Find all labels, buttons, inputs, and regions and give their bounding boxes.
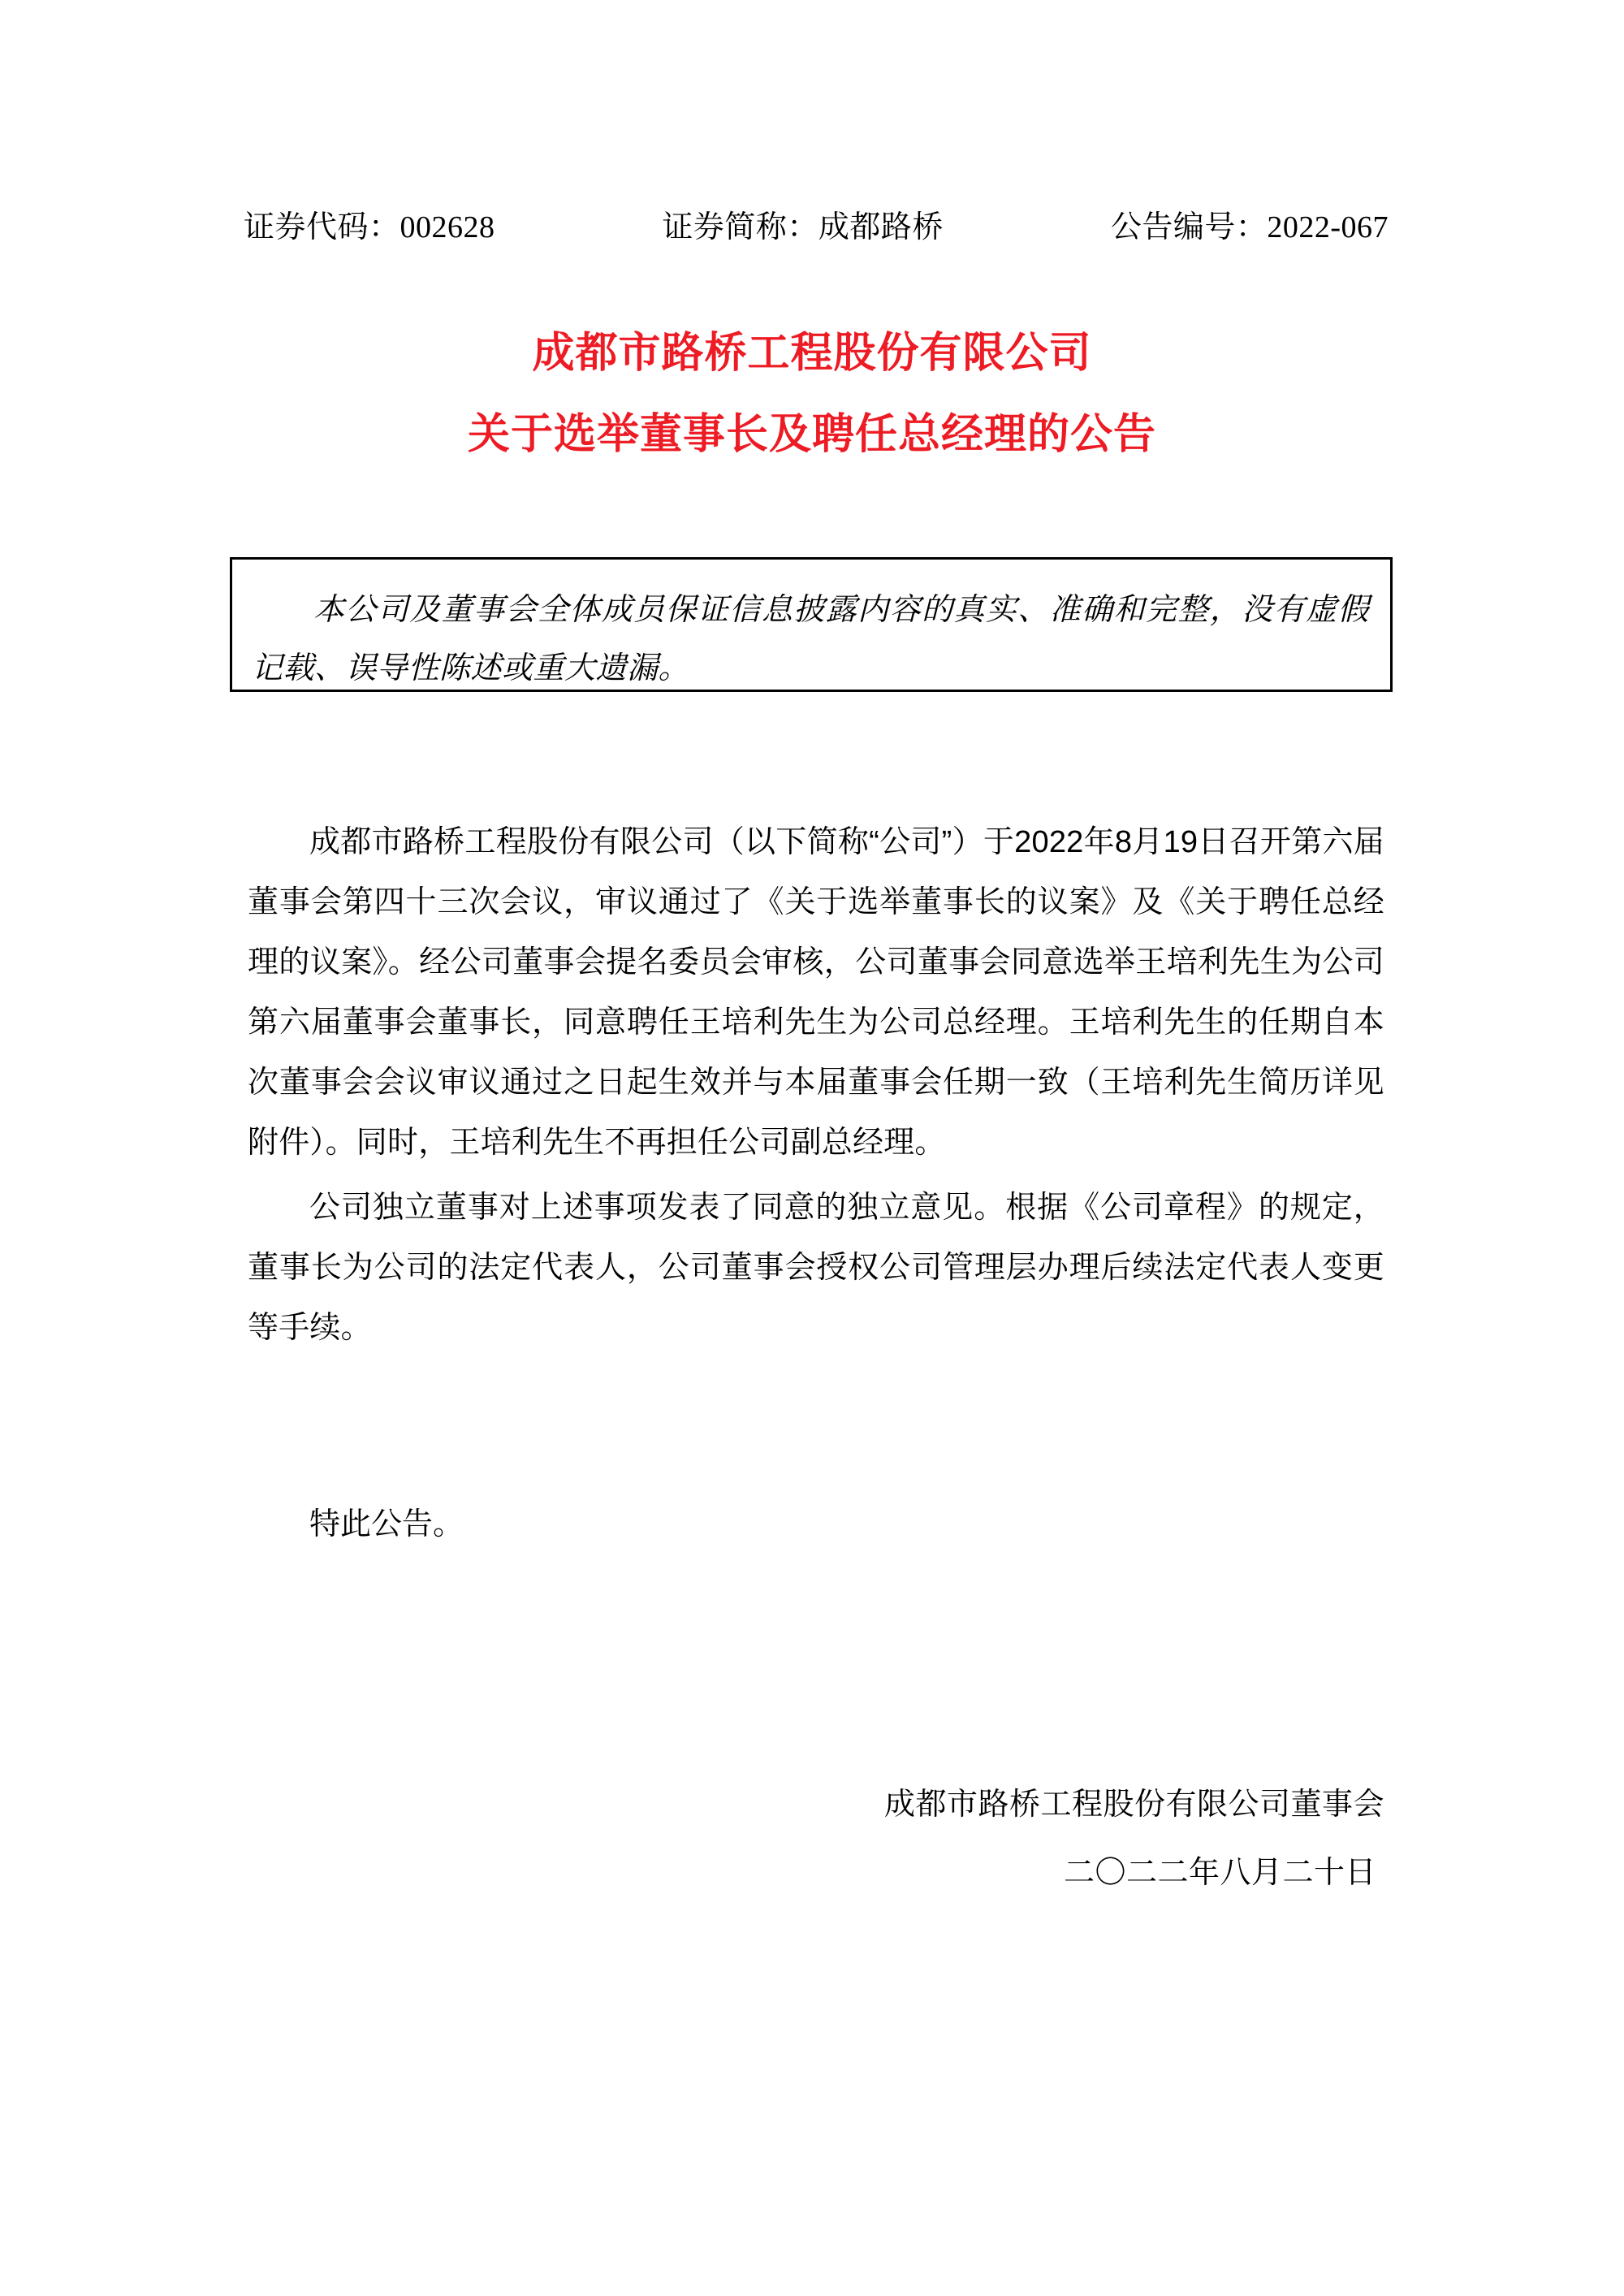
body-paragraph-2: 公司独立董事对上述事项发表了同意的独立意见。根据《公司章程》的规定，董事长为公司的法定代表人，公司董事会授权公司管理层办理后续法定代表人变更等手续。 bbox=[248, 1191, 1384, 1345]
disclaimer-text: 本公司及董事会全体成员保证信息披露内容的真实、准确和完整，没有虚假记载、误导性陈述或重大遗漏。 bbox=[252, 593, 1369, 685]
body-paragraph-1: 成都市路桥工程股份有限公司（以下简称“公司”）于2022年8月19日召开第六届董事会第四十三次会议，审议通过了《关于选举董事长的议案》及《关于聘任总经理的议案》。经公司董事会提名委员会审核，公司董事会同意选举王培利先生为公司第六届董事会董事长，同意聘任王培利先生为公司总经理。王培利先生的任期自本次董事会会议审议通过之日起生效并与本届董事会任期一致（王培利先生简历详见附件）。同时，王培利先生不再担任公司副总经理。 bbox=[248, 825, 1384, 1160]
closing-statement: 特此公告。 bbox=[309, 1507, 464, 1541]
document-body bbox=[248, 812, 1384, 1358]
security-short-name: 证券简称：成都路桥 bbox=[662, 210, 944, 244]
signature-date: 二〇二二年八月二十日 bbox=[1063, 1856, 1376, 1890]
title-subject: 关于选举董事长及聘任总经理的公告 bbox=[467, 411, 1156, 458]
title-company-name: 成都市路桥工程股份有限公司 bbox=[532, 330, 1092, 377]
signature-block bbox=[248, 1771, 1384, 1907]
announcement-number: 公告编号：2022-067 bbox=[1110, 210, 1389, 244]
security-code: 证券代码：002628 bbox=[244, 210, 495, 244]
document-header bbox=[244, 201, 1389, 246]
disclaimer-box bbox=[230, 557, 1393, 692]
signature-organization: 成都市路桥工程股份有限公司董事会 bbox=[883, 1788, 1384, 1822]
page-title bbox=[0, 313, 1624, 475]
